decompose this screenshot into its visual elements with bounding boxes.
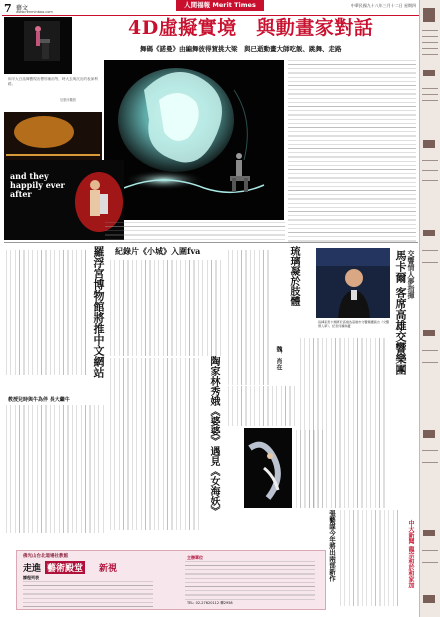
bottom-right-article-body	[340, 510, 398, 606]
heartbeat-byline: 魏．肖在	[275, 346, 282, 370]
photo-credit-small: 尼康所攝照	[60, 98, 76, 102]
bottom-right-headline-2: 中大新聞 龍宗和於和家加	[407, 520, 414, 589]
ad-slogan-b: 藝術殿堂	[45, 561, 85, 574]
sidebar-line	[422, 170, 438, 171]
sidebar-line	[422, 30, 438, 31]
ad-slogan-a: 走進	[23, 564, 42, 574]
sidebar-block	[423, 8, 435, 22]
sidebar-line	[422, 36, 438, 37]
sidebar-line	[422, 350, 438, 351]
page-subtitle: 舞碼《諾曼》由編舞彼得賀挑大梁 與已逝動畫大師吃飯、跳舞、走路	[140, 45, 342, 53]
tao-article-body	[110, 358, 202, 530]
stage-photo-small	[4, 17, 72, 74]
conductor-caption: 指揮家馬卡爾將於高雄為高雄市交響樂團演出《交響情人夢》。記者何鳳琪攝	[318, 320, 390, 328]
sidebar-block	[423, 70, 435, 76]
bottom-right-headline: 張藝謀今年將出兩部新作	[328, 510, 336, 582]
sidebar-line	[422, 450, 438, 451]
heartbeat-article-body-2	[228, 386, 298, 426]
children-article-body	[6, 405, 104, 533]
main-photo-art	[104, 60, 284, 220]
issue-date: 中華民國九十八年三月十二日 星期四	[350, 3, 416, 8]
documentary-headline: 紀錄片《小城》入圍fva	[115, 246, 201, 256]
conductor-kicker: 交響情人夢指揮	[407, 250, 416, 299]
sidebar-line	[422, 54, 438, 55]
ad-course-title: 課程列表	[23, 575, 39, 580]
photo-caption-small: 和平大白話舞寶現出標別補前等，時大去與沉出的表演利路。	[8, 77, 98, 86]
newspaper-logo: 人間福報 Merit Times	[176, 0, 264, 11]
sidebar-line	[422, 362, 438, 363]
sidebar-block	[423, 330, 435, 336]
page-edge-sidebar	[419, 0, 440, 617]
sidebar-line	[422, 94, 438, 95]
sidebar-line	[422, 262, 438, 263]
heartbeat-article-body	[228, 250, 272, 385]
ad-slogan-c: 新視	[99, 564, 118, 574]
ad-contact-details	[185, 561, 315, 601]
sidebar-line	[422, 462, 438, 463]
sidebar-line	[422, 48, 438, 49]
conductor-photo-art	[316, 248, 390, 318]
dancer-sidebar-text	[296, 430, 326, 508]
conductor-headline: 馬卡爾 客席高雄交響樂團	[394, 250, 407, 375]
sidebar-line	[422, 550, 438, 551]
ad-phone[interactable]: TEL: 02-27620112 轉2958	[187, 601, 233, 605]
event-advertisement[interactable]	[16, 550, 326, 610]
lead-article-body-2	[105, 222, 285, 242]
sidebar-line	[422, 180, 438, 181]
lead-article-body	[288, 60, 416, 242]
dancer-photo-art	[244, 428, 292, 508]
main-performance-photo	[104, 60, 284, 220]
page-number: 7	[4, 2, 12, 15]
sidebar-line	[422, 100, 438, 101]
ad-header: 佛光山台北道場社教館	[23, 554, 68, 559]
tao-headline: 陶家林秀娥《婆婆》遇見《女海妖》	[208, 356, 219, 516]
louvre-article-body	[6, 250, 86, 375]
sidebar-line	[422, 250, 438, 251]
documentary-article-body	[110, 260, 222, 356]
stage-photo-small-art	[4, 17, 72, 74]
sidebar-block	[423, 140, 435, 148]
stage-projection-text: and they happily ever after	[10, 171, 65, 199]
section-name: 藝文	[16, 5, 29, 12]
site-url[interactable]: www.renminbao.com	[16, 10, 53, 14]
sidebar-block	[423, 530, 435, 536]
page-title: 4D虛擬實境 與動畫家對話	[128, 17, 374, 39]
children-headline: 教授兒時與牛為伴 長大繼牛	[8, 397, 70, 403]
sidebar-line	[422, 562, 438, 563]
sidebar-line	[422, 88, 438, 89]
heartbeat-headline: 琉璃凝於肢體	[288, 246, 299, 306]
sidebar-block	[423, 230, 435, 236]
ad-contact-label: 主辦單位	[187, 555, 203, 560]
sidebar-line	[422, 160, 438, 161]
sidebar-block	[423, 595, 435, 603]
louvre-headline: 羅浮宮博物館將推中文網站	[92, 246, 105, 378]
conductor-photo	[316, 248, 390, 318]
sidebar-block	[423, 430, 435, 438]
section-divider	[4, 242, 418, 243]
dancer-photo	[244, 428, 292, 508]
sidebar-line	[422, 42, 438, 43]
ad-course-list	[23, 581, 153, 607]
